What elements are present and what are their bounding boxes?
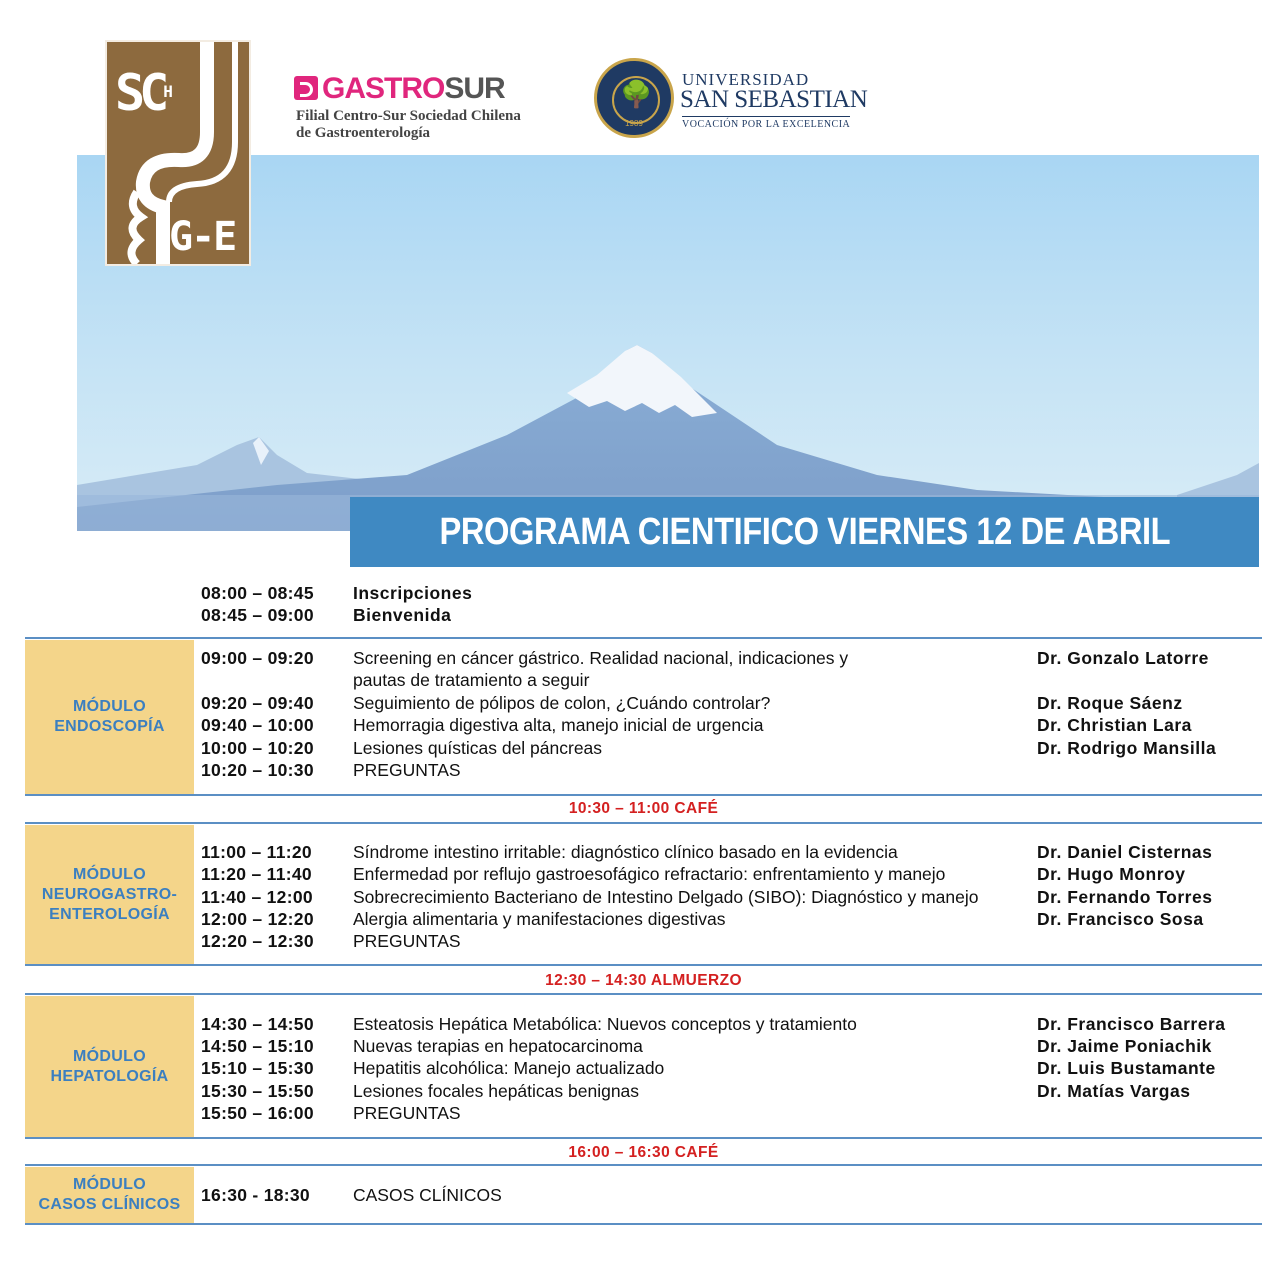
speaker: Dr. Christian Lara [1037, 715, 1192, 735]
break-almuerzo: 12:30 – 14:30 ALMUERZO [545, 972, 742, 989]
program-title: PROGRAMA CIENTIFICO VIERNES 12 DE ABRIL [350, 497, 1259, 567]
session-topic: Hepatitis alcohólica: Manejo actualizado [353, 1058, 665, 1078]
speaker: Dr. Rodrigo Mansilla [1037, 738, 1217, 758]
time-slot: 14:50 – 15:10 [201, 1036, 314, 1056]
section-rule [25, 964, 1262, 966]
time-slot: 12:20 – 12:30 [201, 931, 314, 951]
section-rule [25, 822, 1262, 824]
time-slot: 11:20 – 11:40 [201, 864, 312, 884]
session-topic: CASOS CLÍNICOS [353, 1185, 502, 1205]
volcano-banner-image [77, 155, 1259, 531]
time-slot: 08:45 – 09:00 [201, 605, 314, 625]
schge-logo [105, 40, 251, 266]
session-topic: Esteatosis Hepática Metabólica: Nuevos conceptos y tratamiento [353, 1014, 857, 1034]
session-topic: Seguimiento de pólipos de colon, ¿Cuándo controlar? [353, 693, 771, 713]
gastrosur-logo [294, 72, 574, 142]
session-topic: Bienvenida [353, 605, 452, 625]
session-topic: Lesiones quísticas del páncreas [353, 738, 603, 758]
time-slot: 09:00 – 09:20 [201, 648, 314, 668]
module-casos-label: MÓDULO CASOS CLÍNICOS [25, 1167, 194, 1223]
section-rule [25, 1223, 1262, 1225]
session-topic: Sobrecrecimiento Bacteriano de Intestino Delgado (SIBO): Diagnóstico y manejo [353, 887, 979, 907]
session-topic: Screening en cáncer gástrico. Realidad nacional, indicaciones y [353, 648, 849, 668]
session-topic: PREGUNTAS [353, 1103, 461, 1123]
speaker: Dr. Hugo Monroy [1037, 864, 1186, 884]
time-slot: 12:00 – 12:20 [201, 909, 314, 929]
session-topic: Nuevas terapias en hepatocarcinoma [353, 1036, 643, 1056]
session-topic: Alergia alimentaria y manifestaciones digestivas [353, 909, 726, 929]
time-slot: 10:20 – 10:30 [201, 760, 314, 780]
session-topic: PREGUNTAS [353, 931, 461, 951]
speaker: Dr. Daniel Cisternas [1037, 842, 1213, 862]
time-slot: 09:20 – 09:40 [201, 693, 314, 713]
time-slot: 15:10 – 15:30 [201, 1058, 314, 1078]
section-rule [25, 993, 1262, 995]
session-topic: Enfermedad por reflujo gastroesofágico refractario: enfrentamiento y manejo [353, 864, 946, 884]
section-rule [25, 1164, 1262, 1166]
session-topic: Síndrome intestino irritable: diagnóstico clínico basado en la evidencia [353, 842, 898, 862]
time-slot: 15:30 – 15:50 [201, 1081, 314, 1101]
section-rule [25, 637, 1262, 639]
uss-logo [594, 58, 874, 142]
module-endoscopia-label: MÓDULO ENDOSCOPÍA [25, 640, 194, 794]
time-slot: 09:40 – 10:00 [201, 715, 314, 735]
gastrosur-mark-icon [294, 76, 318, 100]
gastrosur-subtitle: Filial Centro-Sur Sociedad Chilena de Gastroenterología [296, 108, 521, 141]
speaker: Dr. Francisco Barrera [1037, 1014, 1226, 1034]
session-topic: Inscripciones [353, 583, 473, 603]
time-slot: 11:40 – 12:00 [201, 887, 313, 907]
speaker: Dr. Fernando Torres [1037, 887, 1213, 907]
uss-line3: VOCACIÓN POR LA EXCELENCIA [682, 116, 850, 130]
schge-initials: $SC_H$ [115, 64, 173, 122]
speaker: Dr. Roque Sáenz [1037, 693, 1183, 713]
schge-ge: G-E [169, 214, 236, 260]
speaker: Dr. Matías Vargas [1037, 1081, 1191, 1101]
break-cafe: 16:00 – 16:30 CAFÉ [568, 1144, 719, 1161]
time-slot: 10:00 – 10:20 [201, 738, 314, 758]
session-topic: PREGUNTAS [353, 760, 461, 780]
session-topic: Hemorragia digestiva alta, manejo inicial de urgencia [353, 715, 764, 735]
session-topic-cont: pautas de tratamiento a seguir [353, 670, 590, 690]
tree-icon: 🌳 [620, 79, 653, 109]
time-slot: 11:00 – 11:20 [201, 842, 312, 862]
speaker: Dr. Gonzalo Latorre [1037, 648, 1209, 668]
uss-line1: UNIVERSIDAD [682, 70, 810, 89]
time-slot: 15:50 – 16:00 [201, 1103, 314, 1123]
module-neurogastro-label: MÓDULO NEUROGASTRO- ENTEROLOGÍA [25, 825, 194, 964]
gastrosur-name: GASTROSUR [322, 72, 505, 105]
speaker: Dr. Jaime Poniachik [1037, 1036, 1212, 1056]
time-slot: 16:30 - 18:30 [201, 1185, 310, 1205]
time-slot: 08:00 – 08:45 [201, 583, 314, 603]
speaker: Dr. Francisco Sosa [1037, 909, 1204, 929]
uss-seal-icon: 🌳 1989 [594, 58, 674, 138]
break-cafe: 10:30 – 11:00 CAFÉ [568, 800, 719, 817]
uss-line2: SAN SEBASTIAN [680, 86, 868, 113]
section-rule [25, 1137, 1262, 1139]
speaker: Dr. Luis Bustamante [1037, 1058, 1216, 1078]
session-topic: Lesiones focales hepáticas benignas [353, 1081, 640, 1101]
time-slot: 14:30 – 14:50 [201, 1014, 314, 1034]
section-rule [25, 794, 1262, 796]
module-hepatologia-label: MÓDULO HEPATOLOGÍA [25, 996, 194, 1137]
